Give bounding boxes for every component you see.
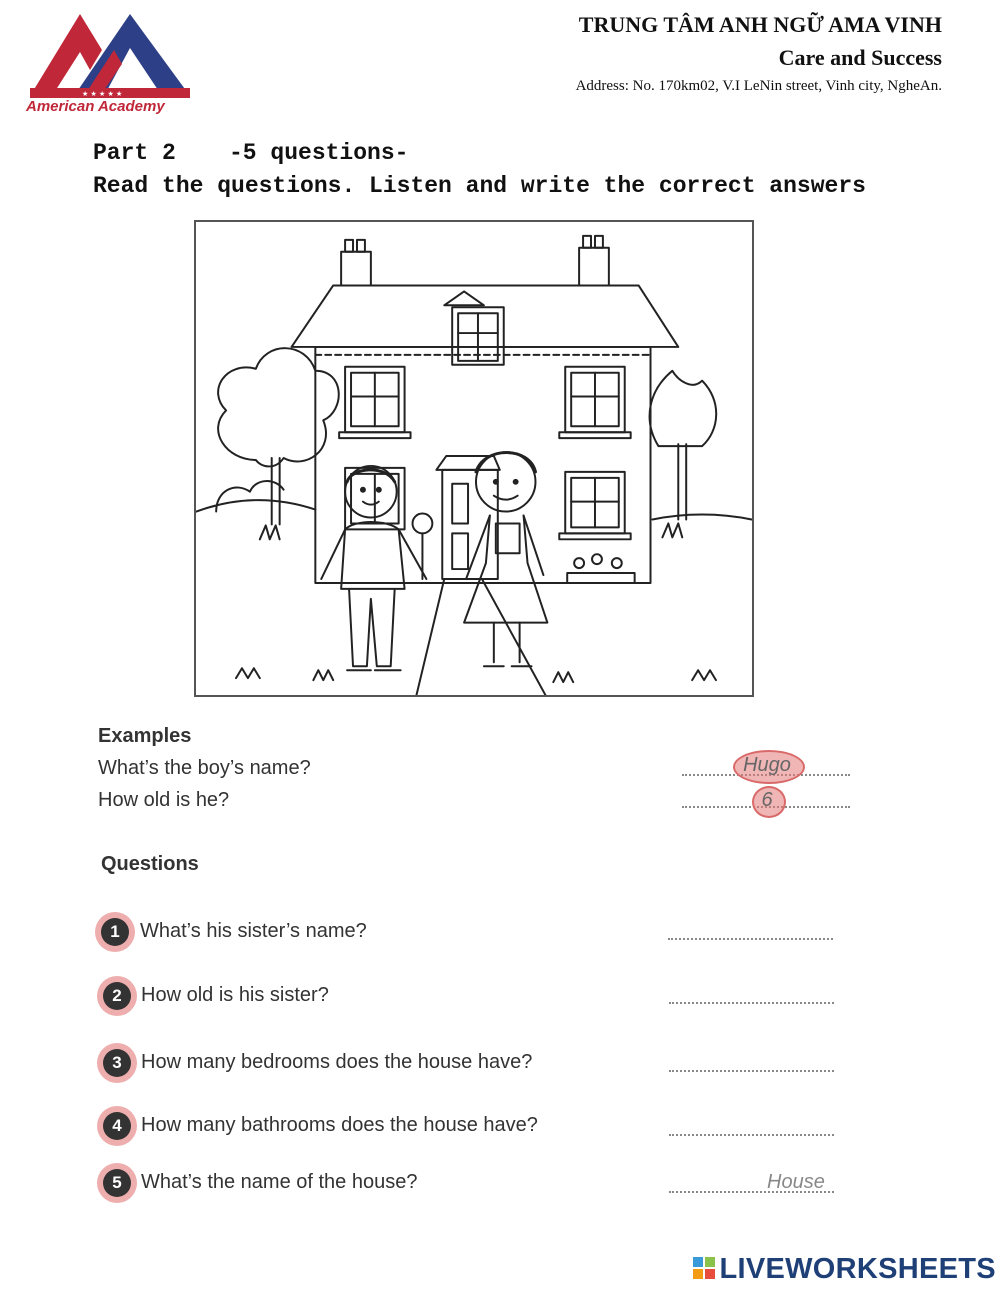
question-text-1: What’s his sister’s name? xyxy=(140,920,367,942)
question-text-5: What’s the name of the house? xyxy=(141,1171,418,1193)
example-question-1: What’s the boy’s name? xyxy=(98,757,311,779)
question-number-2: 2 xyxy=(103,982,131,1010)
question-count: -5 questions- xyxy=(229,140,409,166)
svg-text:★ ★ ★ ★ ★: ★ ★ ★ ★ ★ xyxy=(82,90,123,98)
liveworksheets-brand xyxy=(693,1253,996,1286)
question-number-3: 3 xyxy=(103,1049,131,1077)
liveworksheets-icon xyxy=(693,1257,715,1281)
instruction: Read the questions. Listen and write the correct answers xyxy=(93,173,866,199)
question-text-3: How many bedrooms does the house have? xyxy=(141,1051,533,1073)
answer-line-3[interactable] xyxy=(669,1070,834,1072)
brand-text: LIVEWORKSHEETS xyxy=(719,1253,996,1285)
answer-line-4[interactable] xyxy=(669,1134,834,1136)
part-label: Part 2 xyxy=(93,140,176,166)
answer-line-1[interactable] xyxy=(668,938,833,940)
examples-title: Examples xyxy=(98,725,192,747)
address: Address: No. 170km02, V.I LeNin street, Vinh city, NgheAn. xyxy=(575,78,942,94)
house-illustration xyxy=(194,220,754,697)
example-question-2: How old is he? xyxy=(98,789,230,811)
slogan: Care and Success xyxy=(778,45,942,70)
question-number-4: 4 xyxy=(103,1112,131,1140)
questions-title: Questions xyxy=(101,853,199,875)
example-answer-1: Hugo xyxy=(743,754,791,776)
answer-line-2[interactable] xyxy=(669,1002,834,1004)
example-answer-2: 6 xyxy=(761,789,773,811)
question-text-2: How old is his sister? xyxy=(141,984,329,1006)
question-text-4: How many bathrooms does the house have? xyxy=(141,1114,538,1136)
question-number-1: 1 xyxy=(101,918,129,946)
question-number-5: 5 xyxy=(103,1169,131,1197)
answer-text-5: House xyxy=(767,1171,825,1193)
center-name: TRUNG TÂM ANH NGỮ AMA VINH xyxy=(578,12,942,37)
logo-text: American Academy xyxy=(26,98,165,115)
